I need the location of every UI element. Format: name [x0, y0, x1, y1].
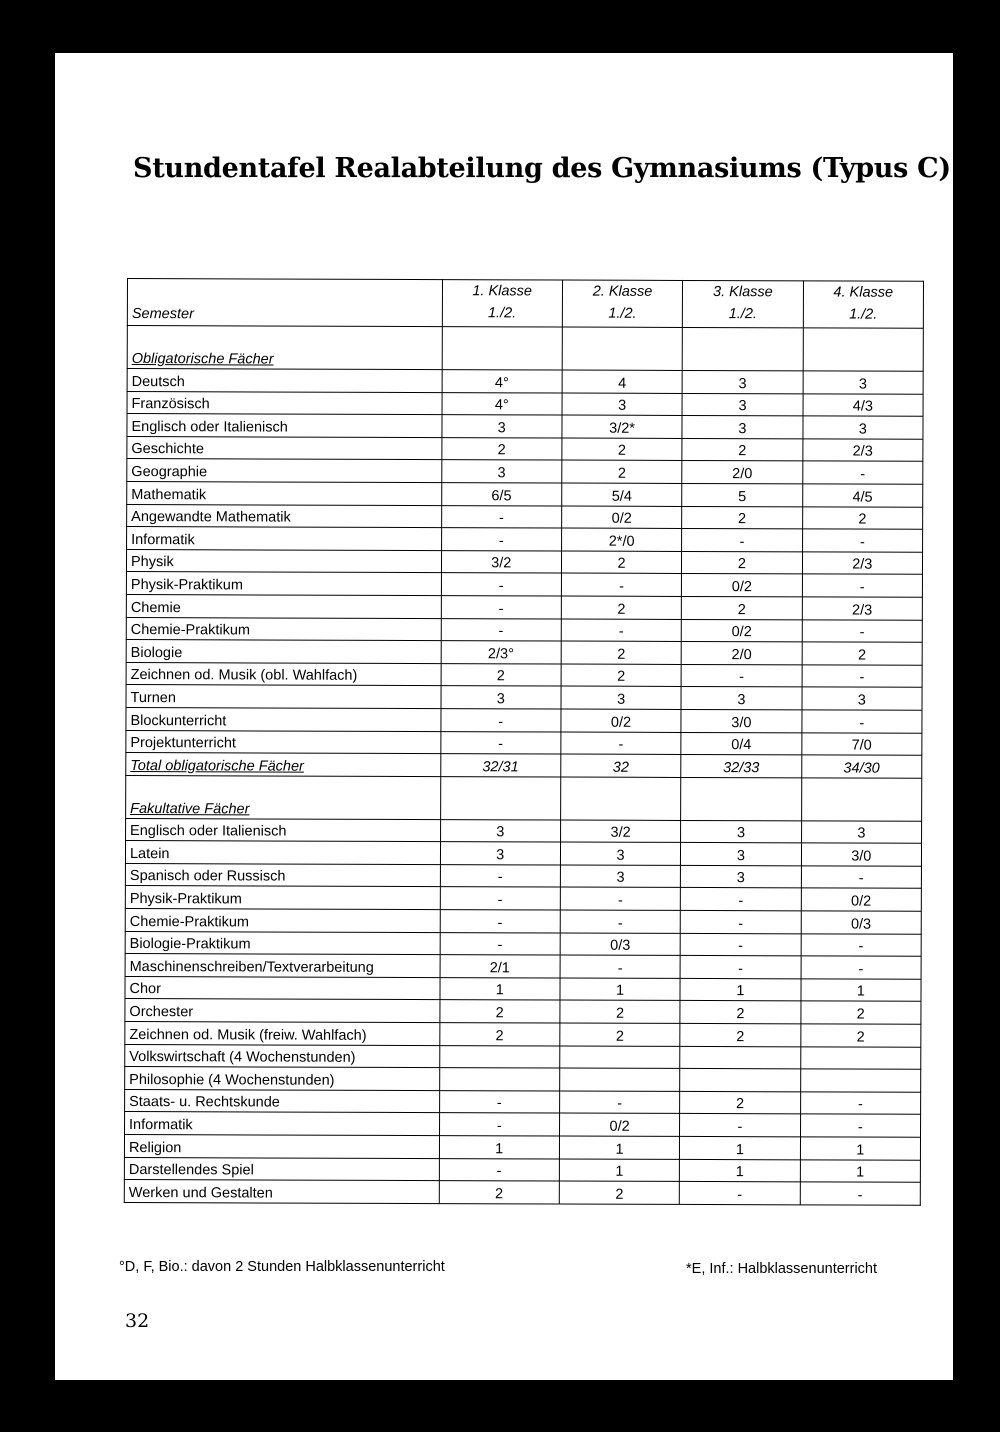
document-page	[55, 53, 953, 1380]
hours-cell: 2/3°	[441, 641, 561, 664]
subject-cell: Latein	[125, 841, 440, 865]
hours-cell: -	[802, 710, 922, 733]
hours-cell: 5/4	[562, 483, 682, 506]
hours-cell: 0/2	[559, 1113, 679, 1136]
hours-cell: 2	[439, 1000, 559, 1023]
table-row	[126, 549, 922, 574]
hours-cell	[800, 1069, 920, 1092]
hours-cell: 2/3	[802, 552, 922, 575]
subject-cell: Blockunterricht	[126, 707, 441, 731]
hours-cell: 1	[560, 978, 680, 1001]
subject-cell: Projektunterricht	[126, 730, 441, 754]
hours-cell: 0/2	[682, 574, 802, 597]
hours-cell: -	[561, 619, 681, 642]
table-row	[127, 436, 923, 461]
hours-cell: 1	[680, 1136, 800, 1159]
hours-cell: -	[560, 955, 680, 978]
table-row	[126, 707, 922, 732]
subject-cell: Spanisch oder Russisch	[125, 863, 440, 887]
hours-cell: -	[560, 910, 680, 933]
hours-cell: 32/31	[440, 754, 560, 777]
hours-cell: -	[680, 956, 800, 979]
hours-cell: 2	[801, 1001, 921, 1024]
hours-cell: 7/0	[801, 732, 921, 755]
hours-cell: 2/0	[681, 642, 801, 665]
hours-cell: 2/0	[682, 461, 802, 484]
hours-cell: -	[681, 664, 801, 687]
hours-cell: 1	[680, 1159, 800, 1182]
hours-cell: 3	[560, 865, 680, 888]
hours-cell: -	[441, 618, 561, 641]
hours-cell: -	[681, 888, 801, 911]
hours-cell: 0/2	[681, 619, 801, 642]
hours-cell: -	[800, 1182, 920, 1205]
subject-cell: Darstellendes Spiel	[124, 1157, 439, 1181]
subject-cell: Physik	[126, 549, 441, 573]
subject-cell: Physik-Praktikum	[125, 886, 440, 910]
table-row	[127, 481, 923, 506]
table-row	[127, 369, 923, 394]
hours-cell: 2	[562, 438, 682, 461]
footnote-right: *E, Inf.: Halbklassenunterricht	[686, 1261, 878, 1277]
page-number: 32	[125, 1310, 150, 1332]
hours-cell: 32	[561, 754, 681, 777]
page-title: Stundentafel Realabteilung des Gymnasiums (Typus C)	[133, 153, 951, 184]
hours-cell: 2/3	[802, 439, 922, 462]
subject-cell: Philosophie (4 Wochenstunden)	[125, 1067, 440, 1091]
subject-cell: Religion	[124, 1134, 439, 1158]
hours-cell: -	[800, 1092, 920, 1115]
hours-cell: 4	[562, 370, 682, 393]
hours-cell: -	[440, 709, 560, 732]
hours-cell: 3	[682, 393, 802, 416]
hours-cell: -	[440, 887, 560, 910]
hours-cell	[680, 1046, 800, 1069]
subject-cell: Maschinenschreiben/Textverarbeitung	[125, 954, 440, 978]
table-header-row	[127, 279, 923, 329]
table-row	[126, 572, 922, 597]
table-row	[127, 414, 923, 439]
empty-cell	[682, 327, 803, 370]
hours-cell: 3	[681, 820, 801, 843]
table-row	[126, 594, 922, 619]
header-column: 2. Klasse 1./2.	[562, 280, 683, 327]
subject-cell: Chor	[125, 976, 440, 1000]
table-row	[125, 976, 921, 1001]
hours-cell: 0/2	[561, 709, 681, 732]
hours-cell: 2	[800, 1024, 920, 1047]
hours-cell	[560, 1068, 680, 1091]
hours-cell: 2	[680, 1023, 800, 1046]
hours-cell: 2	[802, 506, 922, 529]
hours-cell: 1	[559, 1159, 679, 1182]
header-column: 1. Klasse 1./2.	[442, 280, 563, 327]
subject-cell: Mathematik	[127, 481, 442, 505]
hours-cell: -	[440, 932, 560, 955]
hours-cell	[680, 1069, 800, 1092]
table-row	[127, 504, 923, 529]
header-column: 3. Klasse 1./2.	[683, 280, 804, 327]
hours-cell: -	[801, 934, 921, 957]
empty-cell	[801, 778, 922, 821]
table-row	[126, 662, 922, 687]
hours-cell: 3	[440, 842, 560, 865]
subject-cell: Französisch	[127, 391, 442, 415]
subject-cell: Englisch oder Italienisch	[127, 414, 442, 438]
table-row	[125, 931, 921, 956]
hours-cell: 1	[439, 1136, 559, 1159]
hours-cell	[439, 1068, 559, 1091]
table-row	[126, 685, 922, 710]
table-row	[124, 1180, 920, 1205]
hours-cell: 3	[441, 686, 561, 709]
hours-cell: 0/4	[681, 732, 801, 755]
hours-cell: 34/30	[801, 755, 921, 778]
hours-cell: -	[802, 665, 922, 688]
table-row	[126, 617, 922, 642]
subject-cell: Chemie	[126, 594, 441, 618]
table-row	[127, 391, 923, 416]
table-row	[125, 1067, 921, 1092]
hours-cell: -	[682, 529, 802, 552]
hours-cell: 2	[561, 664, 681, 687]
hours-cell: 3	[681, 687, 801, 710]
hours-cell: 0/3	[801, 911, 921, 934]
subject-cell: Angewandte Mathematik	[127, 504, 442, 528]
hours-cell: 1	[680, 978, 800, 1001]
table-row	[126, 730, 922, 755]
hours-cell: 3	[562, 393, 682, 416]
section-header-row	[127, 326, 923, 372]
empty-cell	[562, 327, 683, 370]
hours-cell: -	[802, 619, 922, 642]
hours-cell: 3/2*	[562, 415, 682, 438]
hours-cell	[439, 1045, 559, 1068]
hours-cell: 1	[800, 1159, 920, 1182]
hours-cell: 3	[682, 370, 802, 393]
hours-cell: 2	[682, 438, 802, 461]
hours-cell: 0/2	[801, 888, 921, 911]
subject-cell: Zeichnen od. Musik (obl. Wahlfach)	[126, 662, 441, 686]
subject-cell: Geographie	[127, 459, 442, 483]
hours-cell: 1	[440, 977, 560, 1000]
subject-cell: Physik-Praktikum	[126, 572, 441, 596]
hours-cell: 1	[801, 979, 921, 1002]
hours-cell: -	[801, 866, 921, 889]
hours-cell: 1	[800, 1137, 920, 1160]
hours-cell: -	[441, 596, 561, 619]
hours-cell: 3	[560, 842, 680, 865]
subject-cell: Informatik	[127, 527, 442, 551]
subject-cell: Volkswirtschaft (4 Wochenstunden)	[125, 1044, 440, 1068]
hours-cell: 32/33	[681, 755, 801, 778]
hours-cell: 2	[682, 506, 802, 529]
hours-cell: 2	[439, 1181, 559, 1204]
hours-cell: 3	[802, 687, 922, 710]
hours-cell: 3/0	[681, 709, 801, 732]
subject-cell: Staats- u. Rechtskunde	[125, 1089, 440, 1113]
table-row	[125, 1112, 921, 1137]
section-title: Obligatorische Fächer	[127, 326, 442, 370]
empty-cell	[561, 777, 682, 820]
table-row	[126, 818, 922, 843]
hours-cell: 3/2	[560, 820, 680, 843]
hours-cell: -	[441, 505, 561, 528]
subject-cell: Geschichte	[127, 436, 442, 460]
subject-cell: Chemie-Praktikum	[126, 617, 441, 641]
hours-cell: -	[680, 1182, 800, 1205]
hours-cell: 4/3	[803, 393, 923, 416]
table-row	[125, 863, 921, 888]
hours-cell: 3	[440, 819, 560, 842]
hours-cell: 3	[803, 371, 923, 394]
hours-cell: 2	[561, 641, 681, 664]
empty-cell	[440, 776, 561, 819]
table-row	[125, 954, 921, 979]
hours-cell: 2/1	[440, 955, 560, 978]
hours-cell: 2	[439, 1023, 559, 1046]
table-row	[126, 640, 922, 665]
hours-cell: -	[561, 573, 681, 596]
subject-cell: Orchester	[125, 999, 440, 1023]
subject-cell: Informatik	[125, 1112, 440, 1136]
table-row	[124, 1157, 920, 1182]
hours-cell: -	[440, 731, 560, 754]
hours-cell: -	[440, 864, 560, 887]
empty-cell	[442, 327, 563, 370]
table-row	[125, 909, 921, 934]
table-row	[127, 527, 923, 552]
hours-cell: -	[441, 528, 561, 551]
empty-cell	[681, 777, 802, 820]
table-row	[125, 886, 921, 911]
hours-cell: 2	[680, 1001, 800, 1024]
hours-cell: -	[560, 887, 680, 910]
table-row	[124, 1134, 920, 1159]
hours-cell: 2/3	[802, 597, 922, 620]
subject-cell: Turnen	[126, 685, 441, 709]
hours-cell: 4/5	[802, 484, 922, 507]
hours-cell: 4°	[442, 370, 562, 393]
hours-cell: 2	[561, 596, 681, 619]
hours-cell: 3	[801, 821, 921, 844]
table-row	[125, 1022, 921, 1047]
hours-cell: -	[441, 573, 561, 596]
hours-cell: 6/5	[441, 483, 561, 506]
hours-cell: -	[439, 1113, 559, 1136]
hours-cell: 3	[441, 460, 561, 483]
hours-cell: 0/3	[560, 933, 680, 956]
hours-cell: 2	[562, 460, 682, 483]
subject-cell: Total obligatorische Fächer	[126, 753, 441, 777]
hours-cell: 2	[802, 642, 922, 665]
hours-cell: -	[801, 956, 921, 979]
hours-cell: -	[802, 461, 922, 484]
subject-cell: Biologie	[126, 640, 441, 664]
hours-cell: 3	[561, 686, 681, 709]
hours-cell	[560, 1046, 680, 1069]
hours-cell: -	[680, 1114, 800, 1137]
hours-cell: 4°	[442, 392, 562, 415]
table-row	[125, 999, 921, 1024]
subject-cell: Chemie-Praktikum	[125, 909, 440, 933]
hours-cell: 5	[682, 483, 802, 506]
hours-cell: 1	[559, 1136, 679, 1159]
subject-cell: Werken und Gestalten	[124, 1180, 439, 1204]
section-title: Fakultative Fächer	[126, 775, 441, 819]
hours-cell: 3	[441, 415, 561, 438]
hours-cell: 2	[560, 1023, 680, 1046]
hours-cell: -	[800, 1114, 920, 1137]
hours-cell: 2	[559, 1181, 679, 1204]
hours-cell: 2*/0	[561, 528, 681, 551]
subject-cell: Deutsch	[127, 369, 442, 393]
hours-cell: 3/2	[441, 550, 561, 573]
hours-cell	[800, 1046, 920, 1069]
table-row	[125, 1089, 921, 1114]
hours-cell: 3/0	[801, 843, 921, 866]
hours-cell: -	[802, 574, 922, 597]
header-column: 4. Klasse 1./2.	[803, 281, 924, 328]
hours-cell: -	[680, 933, 800, 956]
hours-cell: -	[802, 529, 922, 552]
hours-cell: 2	[561, 551, 681, 574]
header-semester-label: Semester	[127, 279, 442, 327]
table-row	[125, 841, 921, 866]
subject-cell: Englisch oder Italienisch	[126, 818, 441, 842]
hours-cell: -	[440, 910, 560, 933]
subject-cell: Zeichnen od. Musik (freiw. Wahlfach)	[125, 1022, 440, 1046]
hours-cell: -	[439, 1158, 559, 1181]
hours-cell: 3	[803, 416, 923, 439]
hours-cell: 3	[681, 843, 801, 866]
footnote-left: °D, F, Bio.: davon 2 Stunden Halbklassenunterricht	[119, 1259, 445, 1275]
hours-cell: 0/2	[562, 506, 682, 529]
hours-cell: -	[439, 1090, 559, 1113]
table-row	[127, 459, 923, 484]
hours-cell: 2	[680, 1091, 800, 1114]
hours-cell: -	[680, 910, 800, 933]
hours-cell: -	[559, 1091, 679, 1114]
schedule-table	[124, 278, 924, 1206]
section-header-row	[126, 775, 922, 821]
hours-cell: 3	[681, 865, 801, 888]
total-row	[126, 753, 922, 778]
empty-cell	[803, 328, 924, 371]
hours-cell: 2	[441, 437, 561, 460]
hours-cell: 2	[560, 1000, 680, 1023]
hours-cell: 3	[682, 416, 802, 439]
hours-cell: 2	[441, 663, 561, 686]
subject-cell: Biologie-Praktikum	[125, 931, 440, 955]
hours-cell: 2	[682, 551, 802, 574]
hours-cell: 2	[682, 596, 802, 619]
table-row	[125, 1044, 921, 1069]
hours-cell: -	[561, 732, 681, 755]
